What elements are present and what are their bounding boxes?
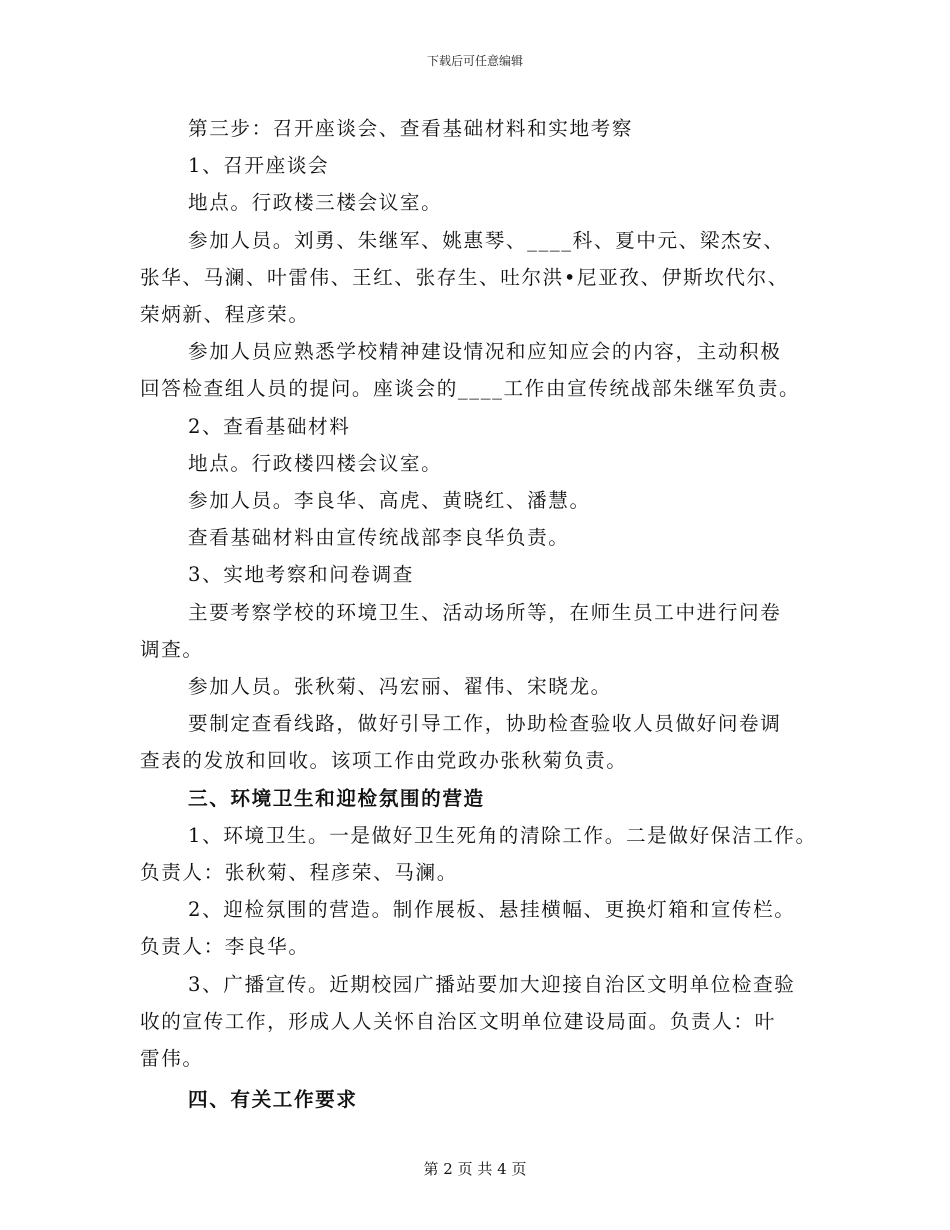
page-footer: 第 2 页 共 4 页 (423, 1160, 527, 1178)
text-line: 调查。 (140, 637, 204, 661)
text-line: 雷伟。 (140, 1047, 204, 1071)
text-line: 负责人：李良华。 (140, 935, 310, 959)
inspection-participants: 参加人员。张秋菊、冯宏丽、翟伟、宋晓龙。 (188, 675, 612, 699)
part-three-heading: 三、环境卫生和迎检氛围的营造 (188, 786, 485, 810)
page-header: 下载后可任意编辑 (426, 54, 523, 68)
text-line: 查表的发放和回收。该项工作由党政办张秋菊负责。 (140, 749, 628, 773)
text-line: 要制定查看线路，做好引导工作，协助检查验收人员做好问卷调 (188, 712, 782, 736)
text-line: 1、环境卫生。一是做好卫生死角的清除工作。二是做好保洁工作。 (188, 823, 817, 847)
text-line: 主要考察学校的环境卫生、活动场所等，在师生员工中进行问卷 (188, 600, 782, 624)
environment-hygiene (140, 817, 820, 891)
part-four-heading: 四、有关工作要求 (188, 1088, 358, 1112)
text-line: 参加人员。刘勇、朱继军、姚惠琴、____科、夏中元、梁杰安、 (188, 228, 785, 252)
meeting-location: 地点。行政楼三楼会议室。 (188, 191, 443, 215)
broadcast-promotion (140, 966, 820, 1078)
section-2-heading: 2、查看基础材料 (188, 414, 351, 438)
materials-participants: 参加人员。李良华、高虎、黄晓红、潘慧。 (188, 489, 591, 513)
text-line: 收的宣传工作，形成人人关怀自治区文明单位建设局面。负责人：叶 (140, 1009, 776, 1033)
section-3-heading: 3、实地考察和问卷调查 (188, 563, 415, 587)
text-line: 荣炳新、程彦荣。 (140, 303, 310, 327)
meeting-requirements (140, 333, 820, 407)
inspection-scope (140, 594, 820, 668)
document-body (140, 110, 820, 1118)
inspection-requirements (140, 705, 820, 779)
text-line: 3、广播宣传。近期校园广播站要加大迎接自治区文明单位检查验 (188, 972, 796, 996)
text-line: 2、迎检氛围的营造。制作展板、悬挂横幅、更换灯箱和宣传栏。 (188, 898, 796, 922)
step-three-heading: 第三步：召开座谈会、查看基础材料和实地考察 (188, 117, 634, 140)
materials-responsible: 查看基础材料由宣传统战部李良华负责。 (188, 526, 570, 550)
section-1-heading: 1、召开座谈会 (188, 154, 330, 178)
text-line: 负责人：张秋菊、程彦荣、马澜。 (140, 861, 458, 885)
meeting-participants (140, 222, 820, 334)
text-line: 张华、马澜、叶雷伟、王红、张存生、吐尔洪•尼亚孜、伊斯坎代尔、 (140, 265, 789, 289)
text-line: 参加人员应熟悉学校精神建设情况和应知应会的内容，主动积极 (188, 340, 782, 364)
atmosphere-building (140, 891, 820, 965)
materials-location: 地点。行政楼四楼会议室。 (188, 451, 443, 475)
text-line: 回答检查组人员的提问。座谈会的____工作由宣传统战部朱继军负责。 (140, 377, 801, 401)
